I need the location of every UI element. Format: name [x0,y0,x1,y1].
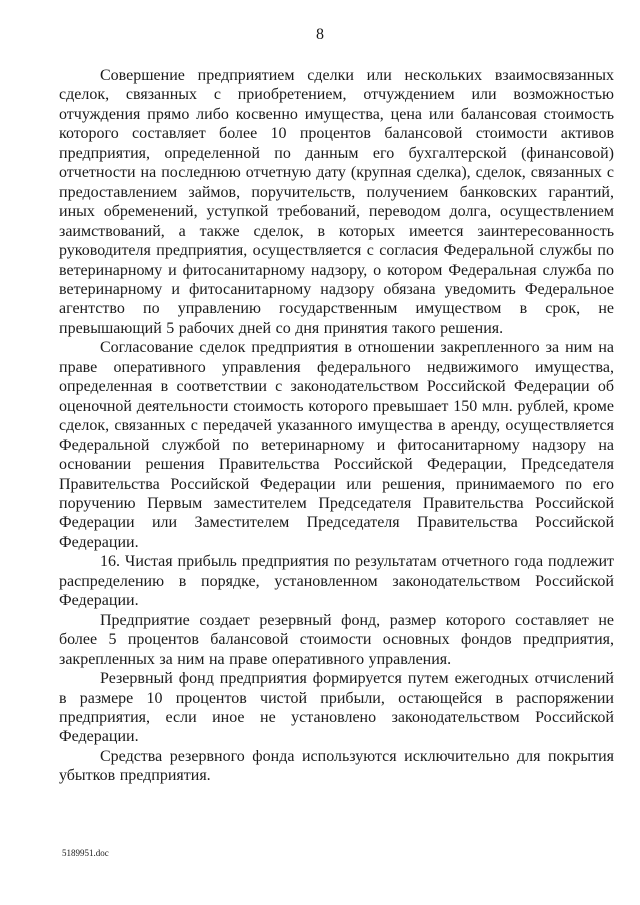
paragraph: Предприятие создает резервный фонд, размер которого составляет не более 5 процентов балансовой стоимости основных фондов предприятия, закрепленных за ним на праве оперативного управления. [59,611,614,668]
paragraph: Согласование сделок предприятия в отношении закрепленного за ним на праве оперативного управления федерального недвижимого имущества, определенная в соответствии с законодательством Российской Федерации об оценочной деятельности стоимость которого превышает 150 млн. рублей, кроме сделок, связанных с передачей указанного имущества в аренду, осуществляется Федеральной службой по ветеринарному и фитосанитарному надзору на основании решения Правительства Российской Федерации, Председателя Правительства Российской Федерации или решения, принимаемого по его поручению Первым заместителем Председателя Правительства Российской Федерации или Заместителем Председателя Правительства Российской Федерации. [59,339,614,551]
footer-filename: 5189951.doc [62,848,109,858]
paragraph: Резервный фонд предприятия формируется путем ежегодных отчислений в размере 10 процентов чистой прибыли, остающейся в распоряжении предприятия, если иное не установлено законодательством Российской Федерации. [59,670,614,746]
paragraph: Средства резервного фонда используются исключительно для покрытия убытков предприятия. [59,747,614,785]
document-body [59,66,614,786]
page-number: 8 [316,26,324,43]
paragraph: Совершение предприятием сделки или нескольких взаимосвязанных сделок, связанных с приобретением, отчуждением или возможностью отчуждения прямо либо косвенно имущества, цена или балансовая стоимость которого составляет более 10 процентов балансовой стоимости активов предприятия, определенной по данным его бухгалтерской (финансовой) отчетности на последнюю отчетную дату (крупная сделка), сделок, связанных с предоставлением займов, поручительств, получением банковских гарантий, иных обременений, уступкой требований, переводом долга, осуществлением заимствований, а также сделок, в которых имеется заинтересованность руководителя предприятия, осуществляется с согласия Федеральной службы по ветеринарному и фитосанитарному надзору, о котором Федеральная служба по ветеринарному и фитосанитарному надзору обязана уведомить Федеральное агентство по управлению государственным имуществом в срок, не превышающий 5 рабочих дней со дня принятия такого решения. [59,67,614,337]
paragraph: 16. Чистая прибыль предприятия по результатам отчетного года подлежит распределению в порядке, установленном законодательством Российской Федерации. [59,553,614,610]
